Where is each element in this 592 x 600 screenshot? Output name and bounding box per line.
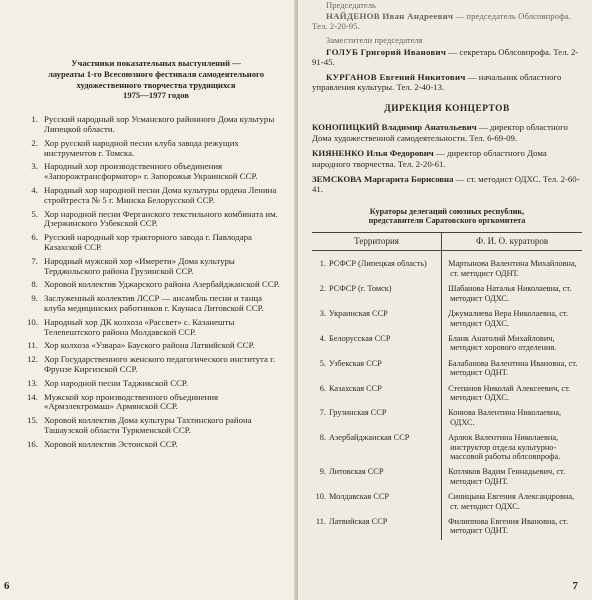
laureate-number: 2. bbox=[31, 137, 38, 148]
territory-name: Казахская ССР bbox=[329, 383, 382, 393]
laureate-text: Русский народный хор Усманского районного Дома культуры Липецкой области. bbox=[44, 114, 275, 134]
laureate-item bbox=[12, 294, 284, 314]
territory-cell bbox=[312, 251, 442, 282]
territory-cell bbox=[312, 515, 442, 540]
laureate-number: 6. bbox=[31, 232, 38, 243]
laureate-text: Народный хор народной песни Дома культуры ордена Ленина стройтреста № 5 г. Минска Белорусской ССР. bbox=[44, 184, 277, 205]
territory-name: Украинская ССР bbox=[329, 309, 388, 319]
laureate-text: Мужской хор производственного объединения «Армэлектромаш» Армянской ССР. bbox=[44, 391, 219, 412]
laureate-item bbox=[12, 318, 284, 338]
table-row bbox=[312, 465, 582, 490]
territory-cell bbox=[312, 357, 442, 382]
directorate-title: ДИРЕКЦИЯ КОНЦЕРТОВ bbox=[384, 104, 510, 115]
laureate-text: Хор народной песни Ферганского текстильного комбината им. Дзержинского Узбекской ССР. bbox=[44, 208, 278, 229]
row-number: 10. bbox=[315, 492, 326, 502]
laureate-text: Хоровой коллектив Дома культуры Тахтинского района Ташаузской области Туркменской ССР. bbox=[44, 415, 252, 435]
territory-cell bbox=[312, 490, 442, 515]
laureate-text: Хор Государственного женского педагогического института г. Фрунзе Киргизской ССР. bbox=[44, 354, 275, 374]
territory-cell bbox=[312, 382, 442, 407]
row-number: 4. bbox=[319, 333, 326, 343]
laureate-number: 12. bbox=[27, 354, 38, 365]
laureate-text: Хоровой коллектив Уджарского района Азербайджанской ССР. bbox=[44, 279, 280, 290]
laureate-text: Народный хор ДК колхоза «Рассвет» с. Казанешты Телenештского района Молдавской ССР. bbox=[44, 316, 235, 337]
page-number-right: 7 bbox=[572, 580, 578, 592]
laureates-heading: Участники показательных выступлений — лауреаты 1-го Всесоюзного фестиваля самодеятельного художественного творчества трудящихся 1975—1977 годов bbox=[47, 58, 265, 101]
row-number: 2. bbox=[319, 284, 326, 294]
laureate-item bbox=[12, 280, 284, 290]
laureate-item bbox=[12, 162, 284, 182]
laureate-text: Хор русской народной песни клуба завода режущих инструментов г. Томска. bbox=[44, 137, 239, 158]
laureate-number: 7. bbox=[31, 255, 38, 266]
laureate-number: 9. bbox=[31, 293, 38, 304]
curator-cell: Бланк Анатолий Михайлович, методист хорового отделения. bbox=[448, 333, 557, 353]
territory-name: Латвийская ССР bbox=[329, 517, 388, 526]
curator-cell: Шабанова Наталья Николаевна, ст. методист ОДХС. bbox=[448, 284, 572, 303]
curator-cell: Филиппова Евгения Ивановна, ст. методист ОДНТ. bbox=[448, 517, 569, 536]
row-number: 11. bbox=[315, 517, 326, 526]
table-row bbox=[312, 431, 582, 465]
territory-name: Узбекская ССР bbox=[329, 358, 382, 368]
territory-name: РСФСР (г. Томск) bbox=[329, 284, 392, 294]
laureate-text: Хор колхоза «Узвара» Бауского района Латвийской ССР. bbox=[44, 340, 255, 351]
territory-cell bbox=[312, 282, 442, 307]
laureate-item bbox=[12, 379, 284, 389]
laureate-item bbox=[12, 416, 284, 436]
laureate-number: 16. bbox=[27, 438, 38, 449]
laureate-number: 15. bbox=[27, 415, 38, 426]
laureate-number: 11. bbox=[27, 340, 38, 351]
laureate-item bbox=[12, 440, 284, 450]
territory-name: Грузинская ССР bbox=[329, 408, 387, 418]
territory-name: Литовская ССР bbox=[329, 467, 384, 477]
laureate-text: Народный мужской хор «Имерети» Дома культуры Терджольского района Грузинской ССР. bbox=[44, 255, 235, 276]
row-number: 8. bbox=[319, 433, 326, 443]
row-number: 7. bbox=[319, 408, 326, 418]
territory-cell bbox=[312, 332, 442, 357]
laureate-item bbox=[12, 393, 284, 413]
laureate-number: 8. bbox=[31, 279, 38, 290]
laureate-number: 1. bbox=[31, 114, 38, 125]
laureate-item bbox=[12, 257, 284, 277]
directorate-entry: КОНОПИЦКИЙ Владимир Анатольевич — директор областного Дома художественной самодеятельности. Тел. 6-69-09. bbox=[312, 122, 568, 143]
laureate-item bbox=[12, 233, 284, 253]
row-number: 1. bbox=[319, 259, 326, 269]
laureate-item bbox=[12, 115, 284, 135]
laureate-item bbox=[12, 210, 284, 230]
territory-cell bbox=[312, 406, 442, 431]
laureate-number: 10. bbox=[27, 316, 38, 327]
laureate-item bbox=[12, 186, 284, 206]
row-number: 6. bbox=[319, 383, 326, 393]
territory-name: Молдавская ССР bbox=[329, 492, 389, 502]
territory-name: Азербайджанская ССР bbox=[329, 433, 410, 443]
org-entry-golub: ГОЛУБ Григорий Иванович — секретарь Облсовпрофа. Тел. 2-91-45. bbox=[312, 46, 579, 68]
directorate-entry: КИЯНЕНКО Илья Федорович — директор областного Дома народного творчества. Тел. 2-20-61. bbox=[312, 148, 547, 169]
territory-name: РСФСР (Липецкая область) bbox=[329, 259, 427, 269]
table-row bbox=[312, 357, 582, 382]
table-row bbox=[312, 406, 582, 431]
laureate-item bbox=[12, 341, 284, 351]
table-row bbox=[312, 490, 582, 515]
laureate-text: Заслуженный коллектив ЛССР — ансамбль песни и танца клуба медицинских работников г. Каунаса Литовской ССР. bbox=[44, 293, 264, 313]
table-row bbox=[312, 382, 582, 407]
curator-cell: Степанов Николай Алексеевич, ст. методист ОДХС. bbox=[448, 383, 571, 402]
curators-table bbox=[312, 232, 582, 540]
laureate-number: 13. bbox=[27, 377, 38, 388]
page-number-left: 6 bbox=[4, 580, 10, 592]
table-row bbox=[312, 307, 582, 332]
table-row bbox=[312, 251, 582, 282]
curators-table-body bbox=[312, 251, 582, 540]
table-row bbox=[312, 282, 582, 307]
laureate-number: 5. bbox=[31, 208, 38, 219]
curator-cell: Джумалиева Вера Николаевна, ст. методист ОДХС. bbox=[448, 309, 568, 328]
org-entry-kurganov: КУРГАНОВ Евгений Никитович — начальник областного управления культуры. Тел. 2-40-13. bbox=[312, 71, 562, 93]
territory-cell bbox=[312, 431, 442, 465]
right-page bbox=[298, 0, 592, 600]
laureate-number: 14. bbox=[27, 391, 38, 402]
org-entry-naidenov: НАЙДЕНОВ Иван Андреевич — председатель Облсовпрофа. Тел. 2-20-95. bbox=[312, 11, 571, 32]
laureate-number: 4. bbox=[31, 184, 38, 195]
laureate-text: Хор народной песни Таджикской ССР. bbox=[44, 377, 188, 388]
curator-cell: Синицына Евгения Александровна, ст. методист ОДХС. bbox=[448, 492, 575, 511]
column-header-curators: Ф. И. О. кураторов bbox=[442, 233, 582, 251]
curator-cell: Мартынова Валентина Михайловна, ст. методист ОДНТ. bbox=[448, 259, 577, 278]
laureate-item bbox=[12, 355, 284, 375]
row-number: 5. bbox=[319, 358, 326, 368]
territory-cell bbox=[312, 465, 442, 490]
curator-cell: Арлюк Валентина Николаевна, инструктор отдела культурно-массовой работы облсовпрофа. bbox=[448, 433, 561, 461]
curator-cell: Балабанова Валентина Ивановна, ст. методист ОДНТ. bbox=[448, 358, 578, 378]
laureate-text: Народный хор производственного объединения «Запорожтрансформатор» г. Запорожья Украинской ССР. bbox=[44, 161, 258, 182]
column-header-territory: Территория bbox=[312, 233, 442, 251]
table-row bbox=[312, 515, 582, 540]
laureate-text: Хоровой коллектив Эстонской ССР. bbox=[44, 438, 178, 449]
laureate-text: Русский народный хор тракторного завода г. Павлодара Казахской ССР. bbox=[44, 232, 252, 252]
deputies-label: Заместители председателя bbox=[326, 34, 423, 45]
territory-name: Белорусская ССР bbox=[329, 333, 391, 343]
curator-cell: Котляков Вадим Геннадьевич, ст. методист ОДНТ. bbox=[448, 467, 566, 486]
directorate-entry: ЗЕМСКОВА Маргарита Борисовна — ст. методист ОДХС. Тел. 2-60-41. bbox=[312, 174, 580, 195]
row-number: 9. bbox=[319, 467, 326, 477]
curator-cell: Конюва Валентина Николаевна, ОДХС. bbox=[448, 408, 562, 427]
laureates-list bbox=[12, 115, 284, 449]
curators-table-caption: Кураторы делегаций союзных республик, представители Саратовского оргкомитета bbox=[368, 206, 526, 226]
row-number: 3. bbox=[319, 309, 326, 319]
laureate-item bbox=[12, 139, 284, 159]
table-row bbox=[312, 332, 582, 357]
laureate-number: 3. bbox=[31, 161, 38, 172]
organizing-committee-top: Председатель bbox=[326, 0, 376, 10]
territory-cell bbox=[312, 307, 442, 332]
